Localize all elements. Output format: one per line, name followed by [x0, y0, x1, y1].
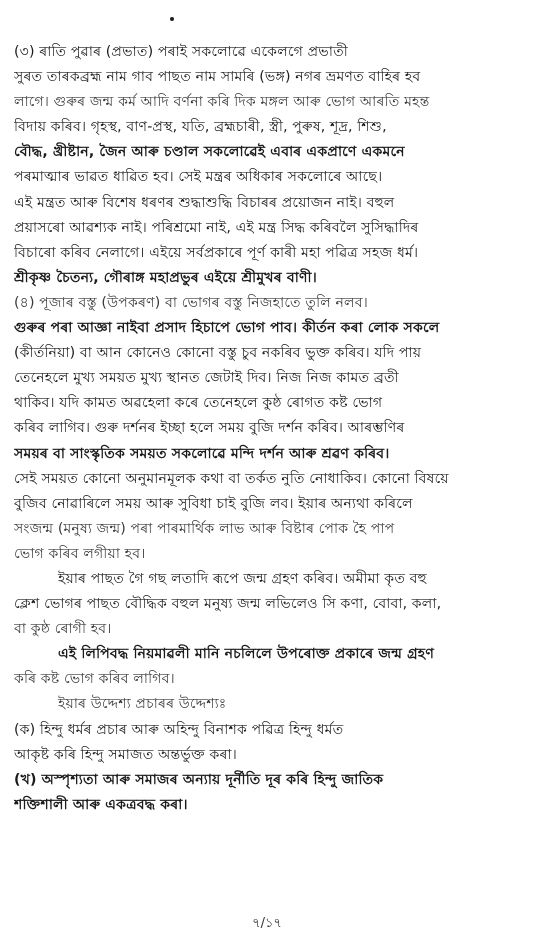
text-line: গুৰুৰ পৰা আজ্ঞা নাইবা প্ৰসাদ হিচাপে ভোগ পাব। কীৰ্তন কৰা লোক সকলে — [14, 320, 440, 337]
text-line: আকৃষ্ট কৰি হিন্দু সমাজত অন্তৰ্ভুক্ত কৰা। — [14, 746, 237, 763]
text-line: শক্তিশালী আৰু একত্ৰবদ্ধ কৰা। — [14, 796, 188, 813]
text-line: প্ৰয়াসৰো আৱশ্যক নাই। পৰিশ্ৰমো নাই, এই মন্ত্ৰ সিদ্ধ কৰিবলৈ সুসিদ্ধাদিৰ — [14, 219, 419, 236]
document-body — [14, 40, 524, 818]
text-line: কৰিব লাগিব। গুৰু দৰ্শনৰ ইচ্ছা হলে সময় বুজি দৰ্শন কৰিব। আৰম্ভণিৰ — [14, 420, 405, 437]
page-number: ৭/১৭ — [252, 916, 282, 931]
text-line: শ্ৰীকৃষ্ণ চৈতন্য, গৌৰাঙ্গ মহাপ্ৰভুৰ এইয়ে শ্ৰীমুখৰ বাণী। — [14, 269, 317, 286]
text-line: লাগে। গুৰুৰ জন্ম কৰ্ম আদি বৰ্ণনা কৰি দিক মঙ্গল আৰু ভোগ আৰতি মহন্ত — [14, 94, 430, 111]
text-line: বুজিব নোৱাৰিলে সময় আৰু সুবিধা চাই বুজি লব। ইয়াৰ অন্যথা কৰিলে — [14, 495, 413, 512]
text-line: বা কুষ্ঠ ৰোগী হব। — [14, 621, 112, 638]
text-line: (ক) হিন্দু ধৰ্মৰ প্ৰচাৰ আৰু অহিন্দু বিনাশক পৱিত্ৰ হিন্দু ধৰ্মত — [14, 721, 344, 738]
text-line: বিদায় কৰিব। গৃহস্থ, বাণ-প্ৰস্থ, যতি, ব্ৰহ্মচাৰী, স্ত্ৰী, পুৰুষ, শূদ্ৰ, শিশু, — [14, 119, 387, 136]
text-line: পৰমাত্মাৰ ভাৱত ধাৱিত হব। সেই মন্ত্ৰৰ অধিকাৰ সকলোৰে আছে। — [14, 169, 383, 186]
text-line: (কীৰ্তনিয়া) বা আন কোনেও কোনো বস্তু চুব নকৰিব ভুক্ত কৰিব। যদি পায় — [14, 345, 422, 362]
text-line: তেনেহলে মুখ্য সময়ত মুখ্য স্থানত জেটাই দিব। নিজ নিজ কামত ব্ৰতী — [14, 370, 399, 387]
text-line: বিচাৰো কৰিব নেলাগে। এইয়ে সৰ্বপ্ৰকাৰে পূৰ্ণ কাৰী মহা পৱিত্ৰ সহজ ধৰ্ম। — [14, 244, 419, 261]
text-line: ইয়াৰ উদ্দেশ্য প্ৰচাৰৰ উদ্দেশ্যঃ — [58, 696, 227, 713]
text-line: সেই সময়ত কোনো অনুমানমূলক কথা বা তৰ্কত নুতি নোধাকিব। কোনো বিষয়ে — [14, 470, 449, 487]
text-line: (৪) পূজাৰ বস্তু (উপকৰণ) বা ভোগৰ বস্তু নিজহাতে তুলি নলব। — [14, 294, 368, 311]
text-line: (৩) ৰাতি পুৱাৰ (প্ৰভাত) পৰাই সকলোৱে একেলগে প্ৰভাতী — [14, 44, 348, 60]
text-line: কৰি কষ্ট ভোগ কৰিব লাগিব। — [14, 671, 175, 688]
text-line: সংজন্ম (মনুষ্য জন্ম) পৰা পাৰমাৰ্থিক লাভ আৰু বিষ্টাৰ পোক হৈ পাপ — [14, 520, 395, 537]
text-line: ক্লেশ ভোগৰ পাছত বৌদ্ধিক বহুল মনুষ্য জন্ম লভিলেও সি কণা, বোবা, কলা, — [14, 596, 442, 613]
text-line: এই লিপিবদ্ধ নিয়মাৱলী মানি নচলিলে উপৰোক্ত প্ৰকাৰে জন্ম গ্ৰহণ — [58, 646, 435, 663]
text-line: সময়ৰ বা সাংস্কৃতিক সময়ত সকলোৱে মন্দি দৰ্শন আৰু শ্ৰৱণ কৰিব। — [14, 445, 390, 462]
text-line: ইয়াৰ পাছত গৈ গছ লতাদি ৰূপে জন্ম গ্ৰহণ কৰিব। অমীমা কৃত বহু — [58, 570, 427, 587]
ink-speck — [170, 17, 174, 21]
text-line: সুৰত তাৰকব্ৰহ্ম নাম গাব পাছত নাম সামৰি (ভঙ্গ) নগৰ ভ্ৰমণত বাহিৰ হব — [14, 69, 421, 86]
text-line: থাকিব। যদি কামত অৱহেলা কৰে তেনেহলে কুষ্ঠ ৰোগত কষ্ট ভোগ — [14, 395, 383, 412]
text-line: ভোগ কৰিব লগীয়া হব। — [14, 545, 146, 562]
text-line: (খ) অস্পৃশ্যতা আৰু সমাজৰ অন্যায় দূৰ্নীতি দূৰ কৰি হিন্দু জাতিক — [14, 771, 384, 788]
text-line: বৌদ্ধ, খ্ৰীষ্টান, জৈন আৰু চণ্ডাল সকলোৱেই এবাৰ একপ্ৰাণে একমনে — [14, 144, 405, 161]
text-line: এই মন্ত্ৰত আৰু বিশেষ ধৰণৰ শুদ্ধাশুদ্ধি বিচাৰৰ প্ৰয়োজন নাই। বহুল — [14, 194, 395, 211]
